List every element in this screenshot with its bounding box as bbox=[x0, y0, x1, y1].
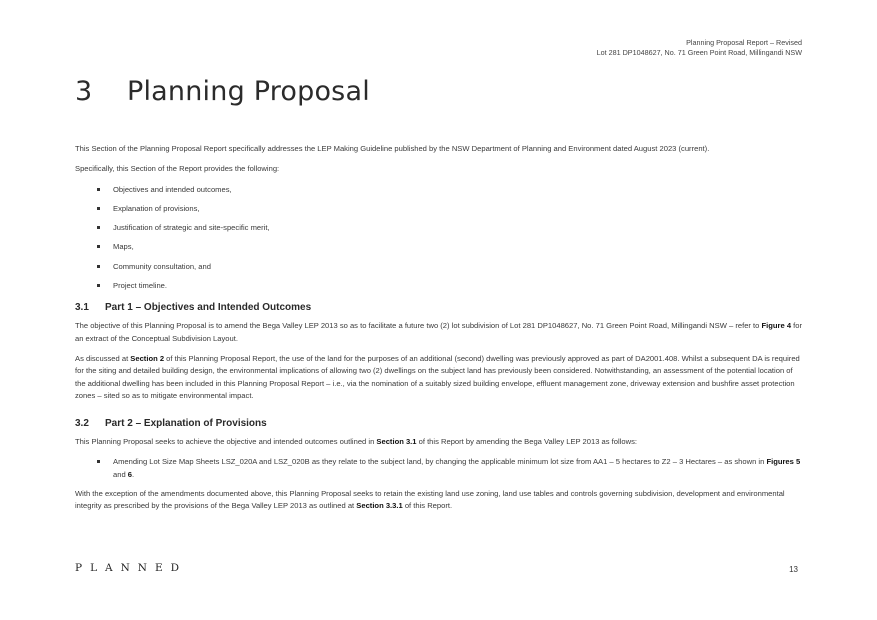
section-3-2-heading bbox=[75, 417, 803, 430]
chapter-heading bbox=[75, 76, 370, 107]
list-item: Project timeline. bbox=[75, 280, 803, 292]
list-item: Amending Lot Size Map Sheets LSZ_020A and LSZ_020B as they relate to the subject land, by changing the applicable minimum lot size from AA1 – 5 hectares to Z2 – 3 Hectares – as shown in Figures 5 and 6. bbox=[75, 456, 803, 481]
list-item: Justification of strategic and site-specific merit, bbox=[75, 222, 803, 234]
provisions-list bbox=[75, 184, 803, 293]
amendments-list bbox=[75, 456, 803, 481]
list-item: Maps, bbox=[75, 241, 803, 253]
chapter-number: 3 bbox=[75, 76, 93, 107]
section-number: 3.2 bbox=[75, 418, 89, 430]
page-number: 13 bbox=[789, 565, 798, 574]
chapter-title: Planning Proposal bbox=[127, 76, 370, 107]
section-title: Part 2 – Explanation of Provisions bbox=[105, 418, 267, 430]
list-item: Explanation of provisions, bbox=[75, 203, 803, 215]
page-header bbox=[597, 38, 802, 58]
section-3-1-paragraph-2: As discussed at Section 2 of this Planning Proposal Report, the use of the land for the purposes of an additional (second) dwelling was previously approved as part of DA2001.408. Whilst a subsequent DA is required for the siting and detailed building design, the environmental implications of allowing two (2) dwellings on the subject land has previously been considered. Notwithstanding, an assessment of the potential location of the additional dwelling has been included in this Planning Proposal Report – i.e., via the nomination of a suitably sized building envelope, effluent management zone, driveway extension and bushfire asset protection zones – sited so as to mitigate environmental impact. bbox=[75, 353, 800, 400]
figure-6-reference: 6 bbox=[127, 469, 133, 479]
intro-lead: Specifically, this Section of the Report provides the following: bbox=[75, 164, 280, 174]
figure-4-reference: Figure 4 bbox=[761, 321, 792, 331]
bullet-square-icon bbox=[97, 460, 100, 463]
header-property: Lot 281 DP1048627, No. 71 Green Point Road, Millingandi NSW bbox=[596, 48, 802, 57]
section-3-1-reference: Section 3.1 bbox=[376, 437, 417, 447]
figures-5-reference: Figures 5 bbox=[766, 457, 801, 467]
section-2-reference: Section 2 bbox=[130, 353, 165, 363]
intro-paragraph: This Section of the Planning Proposal Report specifically addresses the LEP Making Guideline published by the NSW Department of Planning and Environment dated August 2023 (current). bbox=[75, 144, 710, 153]
list-item: Objectives and intended outcomes, bbox=[75, 184, 803, 196]
bullet-square-icon bbox=[97, 226, 100, 229]
section-3-2-paragraph-2: With the exception of the amendments documented above, this Planning Proposal seeks to retain the existing land use zoning, land use tables and controls governing subdivision, development and environmental integrity as prescribed by the provisions of the Bega Valley LEP 2013 as outlined at Section 3.3.1 of this Report. bbox=[75, 489, 785, 511]
header-report-title: Planning Proposal Report – Revised bbox=[686, 38, 802, 47]
bullet-square-icon bbox=[97, 284, 100, 287]
bullet-square-icon bbox=[97, 265, 100, 268]
bullet-square-icon bbox=[97, 207, 100, 210]
section-3-1-paragraph-1: The objective of this Planning Proposal is to amend the Bega Valley LEP 2013 so as to facilitate a future two (2) lot subdivision of Lot 281 DP1048627, No. 71 Green Point Road, Millingandi NSW – refer to Figure 4 for an extract of the Conceptual Subdivision Layout. bbox=[75, 321, 803, 343]
section-3-3-1-reference: Section 3.3.1 bbox=[356, 501, 403, 511]
page-body bbox=[75, 143, 803, 521]
section-3-1-heading bbox=[75, 301, 803, 314]
bullet-square-icon bbox=[97, 245, 100, 248]
bullet-square-icon bbox=[97, 188, 100, 191]
section-title: Part 1 – Objectives and Intended Outcomes bbox=[105, 302, 312, 314]
section-3-2-paragraph-1: This Planning Proposal seeks to achieve the objective and intended outcomes outlined in Section 3.1 of this Report by amending the Bega Valley LEP 2013 as follows: bbox=[75, 437, 638, 447]
list-item: Community consultation, and bbox=[75, 261, 803, 273]
section-number: 3.1 bbox=[75, 302, 89, 314]
planned-logo: PLANNED bbox=[75, 562, 188, 574]
